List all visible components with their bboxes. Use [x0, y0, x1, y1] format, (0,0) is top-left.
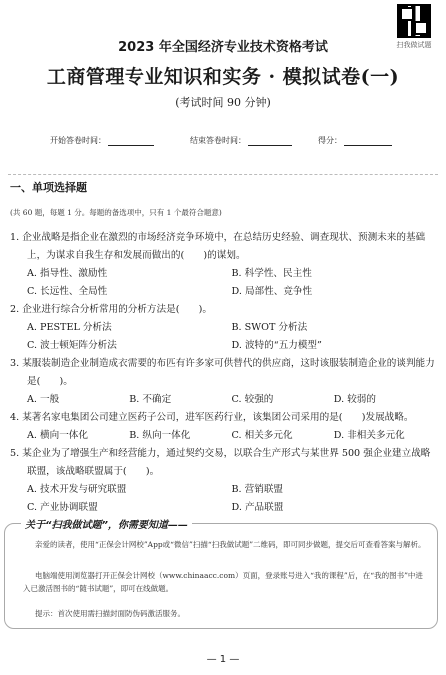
question-stem: 1. 企业战略是指企业在激烈的市场经济竞争环境中，在总结历史经验、调查现状、预测未来的基础上，为谋求自我生存和发展而做出的( )的谋划。 [10, 232, 426, 261]
notice-paragraph-2: 电脑端使用浏览器打开正保会计网校（www.chinaacc.com）页面，登录账号进入“我的课程”后，在“我的图书”中进入已激活图书的“随书试题”，即可在线做题。 [23, 571, 423, 593]
question-3 [10, 355, 436, 409]
option-a: A. 一般 [27, 394, 60, 405]
divider [8, 174, 438, 176]
question-2 [10, 301, 436, 355]
notice-paragraph-1: 亲爱的读者，使用“正保会计网校”App或“微信”扫描“扫我做试题”二维码，即可同步做题，提交后可查看答案与解析。 [35, 540, 426, 549]
section-heading: 一、单项选择题 [10, 181, 87, 194]
option-b: B. 营销联盟 [231, 484, 284, 495]
option-a: A. 技术开发与研究联盟 [27, 484, 127, 495]
scan-notice-box [4, 520, 438, 629]
option-c: C. 较强的 [231, 394, 274, 405]
option-c: C. 产业协调联盟 [27, 502, 98, 513]
option-b: B. SWOT 分析法 [231, 322, 308, 333]
score-field [318, 135, 392, 146]
question-4 [10, 409, 436, 445]
option-a: A. 指导性、激励性 [27, 268, 108, 279]
option-d: D. 产品联盟 [231, 502, 284, 513]
question-5 [10, 445, 436, 517]
end-time-label: 结束答卷时间： [190, 136, 246, 145]
notice-paragraph-3: 提示：首次使用需扫描封面防伪码激活服务。 [35, 609, 185, 618]
option-c: C. 长远性、全局性 [27, 286, 108, 297]
qr-caption: 扫我做试题 [396, 41, 432, 49]
question-stem: 2. 企业进行综合分析常用的分析方法是( )。 [10, 304, 212, 315]
question-stem: 4. 某著名家电集团公司建立医药子公司，进军医药行业，该集团公司采用的是( )发展战略。 [10, 412, 414, 423]
option-a: A. PESTEL 分析法 [27, 322, 112, 333]
option-a: A. 横向一体化 [27, 430, 88, 441]
option-b: B. 科学性、民主性 [231, 268, 312, 279]
section-note: (共 60 题，每题 1 分。每题的备选项中，只有 1 个最符合题意) [10, 208, 222, 217]
option-b: B. 纵向一体化 [129, 430, 191, 441]
end-time-field [190, 135, 292, 146]
exam-name: 2023 年全国经济专业技术资格考试 [118, 40, 328, 55]
qr-code[interactable] [397, 4, 431, 38]
option-d: D. 局部性、竞争性 [231, 286, 313, 297]
option-d: D. 较弱的 [333, 394, 376, 405]
start-time-label: 开始答卷时间： [50, 136, 106, 145]
score-label: 得分： [318, 136, 342, 145]
question-stem: 3. 某服装制造企业制造成衣需要的布匹有许多家可供替代的供应商，这时该服装制造企业的谈判能力是( )。 [10, 358, 435, 387]
option-d: D. 非相关多元化 [333, 430, 405, 441]
option-c: C. 波士顿矩阵分析法 [27, 340, 117, 351]
option-c: C. 相关多元化 [231, 430, 293, 441]
question-stem: 5. 某企业为了增强生产和经营能力，通过契约交易，以联合生产形式与某世界 500 强企业建立战略联盟，该战略联盟属于( )。 [10, 448, 431, 477]
paper-title: 工商管理专业知识和实务 · 模拟试卷(一) [46, 66, 400, 88]
notice-title: 关于“扫我做试题”，你需要知道—— [21, 516, 192, 531]
option-b: B. 不确定 [129, 394, 172, 405]
page-number: — 1 — [206, 654, 240, 665]
question-1 [10, 229, 436, 301]
time-note: (考试时间 90 分钟) [175, 96, 271, 109]
option-d: D. 波特的“五力模型” [231, 340, 322, 351]
start-time-field [50, 135, 154, 146]
